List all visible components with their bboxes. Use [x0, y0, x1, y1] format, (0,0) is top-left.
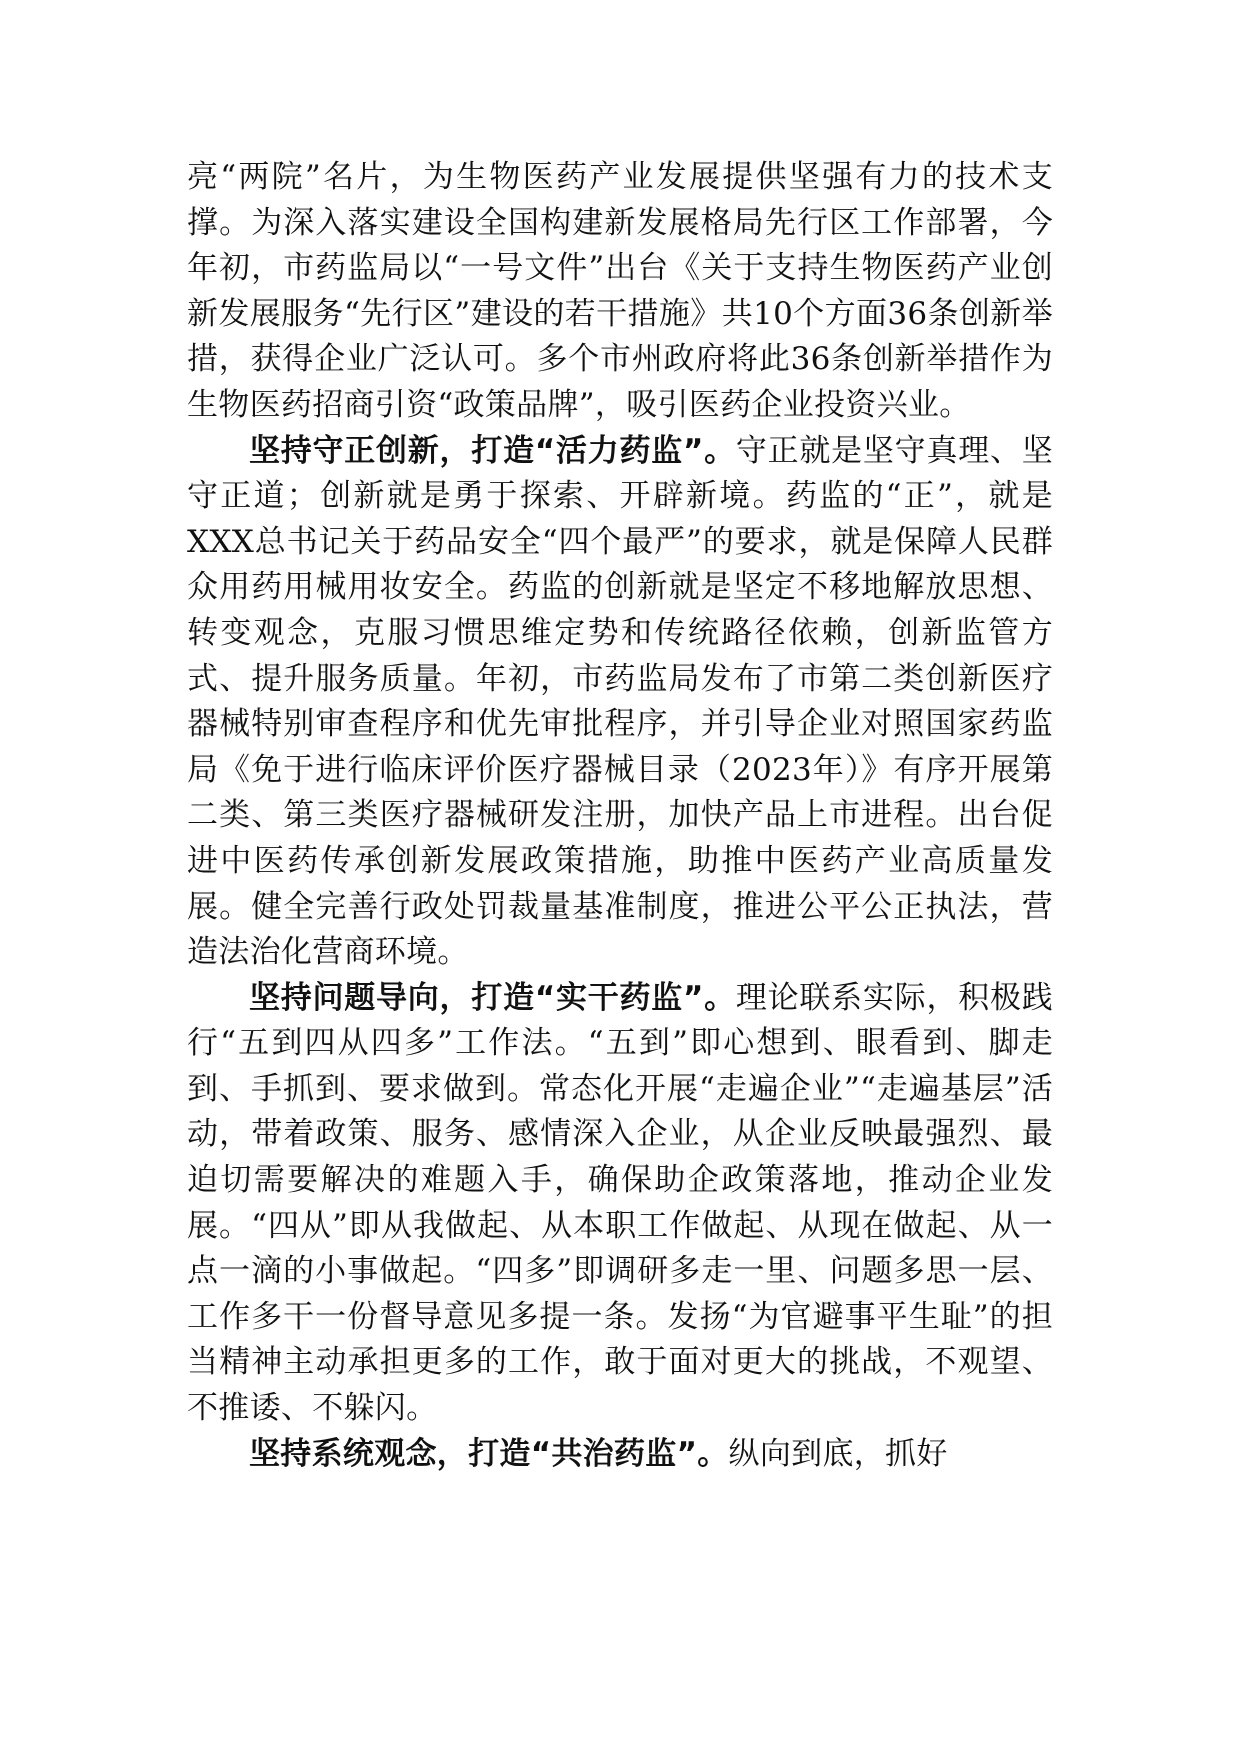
- paragraph-3-text: 理论联系实际，积极践行“五到四从四多”工作法。“五到”即心想到、眼看到、脚走到、手抓到、要求做到。常态化开展“走遍企业”“走遍基层”活动，带着政策、服务、感情深入企业，从企业反映最强烈、最迫切需要解决的难题入手，确保助企政策落地，推动企业发展。“四从”即从我做起、从本职工作做起、从现在做起、从一点一滴的小事做起。“四多”即调研多走一里、问题多思一层、工作多干一份督导意见多提一条。发扬“为官避事平生耻”的担当精神主动承担更多的工作，敢于面对更大的挑战，不观望、不推诿、不躲闪。: [187, 979, 1054, 1427]
- paragraph-2: [187, 429, 1053, 976]
- paragraph-3-heading: 坚持问题导向，打造“实干药监”。: [249, 979, 736, 1016]
- paragraph-3: [187, 976, 1053, 1432]
- document-body: [187, 155, 1053, 1477]
- paragraph-4-text: 纵向到底，抓好: [728, 1435, 948, 1472]
- paragraph-4-heading: 坚持系统观念，打造“共治药监”。: [249, 1435, 729, 1472]
- paragraph-4: [187, 1432, 1053, 1478]
- paragraph-1-text: 亮“两院”名片，为生物医药产业发展提供坚强有力的技术支撑。为深入落实建设全国构建新发展格局先行区工作部署，今年初，市药监局以“一号文件”出台《关于支持生物医药产业创新发展服务“先行区”建设的若干措施》共10个方面36条创新举措，获得企业广泛认可。多个市州政府将此36条创新举措作为生物医药招商引资“政策品牌”，吸引医药企业投资兴业。: [187, 159, 1053, 423]
- paragraph-2-text: 守正就是坚守真理、坚守正道；创新就是勇于探索、开辟新境。药监的“正”，就是XXX总书记关于药品安全“四个最严”的要求，就是保障人民群众用药用械用妆安全。药监的创新就是坚定不移地解放思想、转变观念，克服习惯思维定势和传统路径依赖，创新监管方式、提升服务质量。年初，市药监局发布了市第二类创新医疗器械特别审查程序和优先审批程序，并引导企业对照国家药监局《免于进行临床评价医疗器械目录（2023年）》有序开展第二类、第三类医疗器械研发注册，加快产品上市进程。出台促进中医药传承创新发展政策措施，助推中医药产业高质量发展。健全完善行政处罚裁量基准制度，推进公平公正执法，营造法治化营商环境。: [187, 432, 1054, 971]
- paragraph-1: [187, 155, 1053, 429]
- paragraph-2-heading: 坚持守正创新，打造“活力药监”。: [249, 432, 736, 469]
